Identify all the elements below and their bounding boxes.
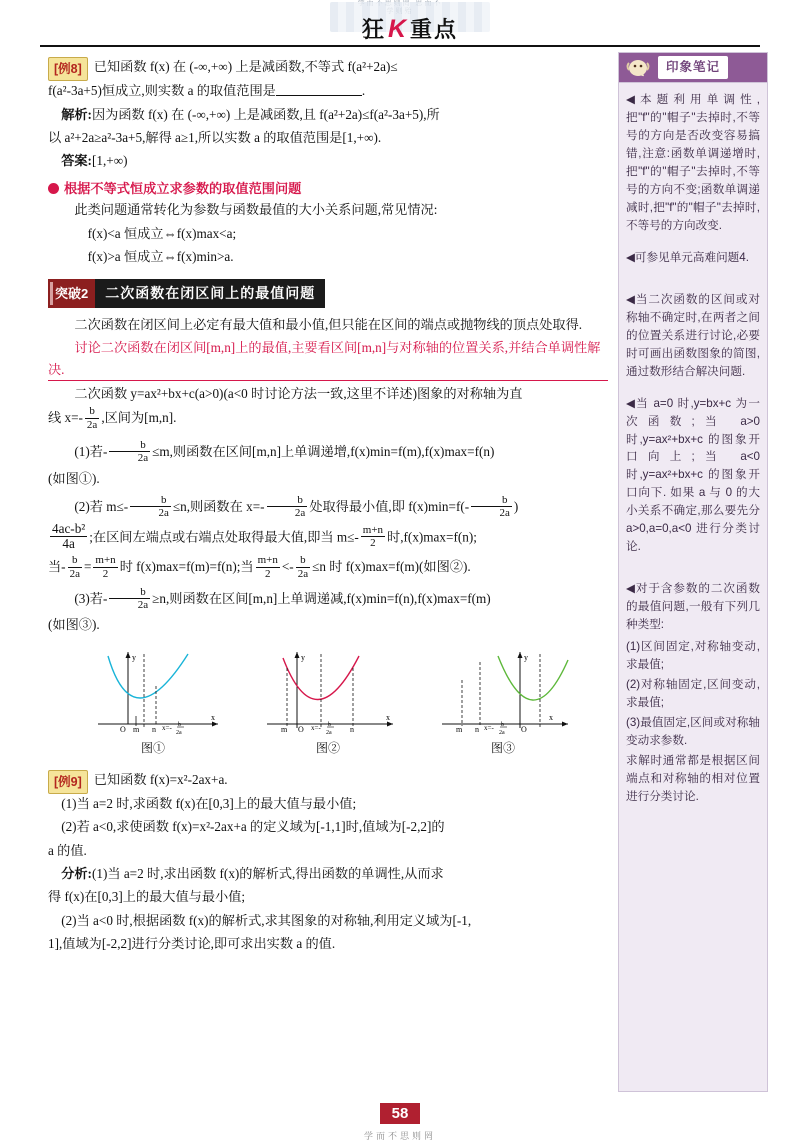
sidebar-note: 求解时通常都是根据区间端点和对称轴的相对位置进行分类讨论. [626, 754, 760, 803]
sidebar-spacer [626, 570, 760, 580]
svg-text:y: y [524, 652, 528, 662]
example-9-analysis [48, 863, 608, 884]
svg-text:x: x [549, 712, 553, 722]
figure-1 [78, 646, 228, 759]
logo-k-char: K [387, 15, 409, 43]
svg-text:b: b [501, 721, 504, 728]
sidebar-title: 印象笔记 [658, 56, 728, 79]
example-8-answer [48, 150, 608, 171]
sidebar-note: ◀当 a=0 时,y=bx+c 为一次函数;当 a>0 时,y=ax²+bx+c 的图象开口向上;当 a<0 时,y=ax²+bx+c 的图象开口向下. 如果 a 与 0 的大小关系不确定,那么要先分 a>0,a=0,a<0 进行分类讨论. [626, 396, 760, 554]
answer-label: 答案: [61, 153, 92, 169]
figure-3 [428, 646, 578, 759]
analysis-line1: 因为函数 f(x) 在 (-∞,+∞) 上是减函数,且 f(a²+2a)≤f(a²-3a+5),所 [91, 106, 440, 122]
example-9-analysis-a1b: 得 f(x)在[0,3]上的最大值与最小值; [48, 889, 246, 905]
figure-2-caption: 图② [315, 741, 340, 756]
svg-text:n: n [350, 724, 354, 734]
case-2-cont2: 当- $\frac{b}{2a}$ = $\frac{m+n}{2}$ 时 f(x)max=f(m)=f(n);当 $\frac{m+n}{2}$ <- $\frac{b}{2a}$ ≤n 时 f(x)max=f(m)(如图②). [48, 554, 471, 580]
breakthrough-number: 突破2 [48, 279, 95, 308]
page-number-value: 58 [380, 1103, 421, 1124]
svg-text:y: y [301, 652, 305, 662]
body-p1: 二次函数在闭区间上必定有最大值和最小值,但只能在区间的端点或抛物线的顶点处取得. [74, 316, 583, 332]
svg-text:n: n [152, 724, 156, 734]
logo-left-char: 狂 [361, 17, 386, 42]
svg-text:b: b [178, 721, 181, 728]
svg-text:x: x [211, 712, 215, 722]
svg-text:x=-: x=- [311, 723, 321, 732]
case-1-cont: (如图①). [48, 470, 100, 486]
elephant-icon [622, 55, 656, 81]
svg-text:y: y [132, 652, 136, 662]
svg-text:O: O [521, 724, 527, 734]
answer-blank [276, 84, 362, 96]
figure-1-graph [78, 646, 228, 736]
brand-logo [330, 2, 490, 46]
example-8-tag: [例8] [48, 57, 88, 81]
example-9-analysis-a2b: 1],值域为[-2,2]进行分类讨论,即可求出实数 a 的值. [48, 936, 336, 952]
sidebar-note: (3)最值固定,区间或对称轴变动求参数. [626, 716, 760, 748]
example-9-tag: [例9] [48, 770, 88, 794]
analysis-line2: 以 a²+2a≥a²-3a+5,解得 a≥1,所以实数 a 的取值范围是[1,+∞). [48, 130, 382, 145]
logo-right-char: 重点 [410, 17, 459, 42]
svg-text:x: x [386, 712, 390, 722]
example-9-analysis-a1: (1)当 a=2 时,求出函数 f(x)的解析式,得出函数的单调性,从而求 [91, 866, 444, 882]
example-8-question [94, 56, 608, 77]
example-9-q2: (2)若 a<0,求使函数 f(x)=x²-2ax+a 的定义域为[-1,1]时,值域为[-2,2]的 [61, 819, 445, 835]
example-8-question-line1: 已知函数 f(x) 在 (-∞,+∞) 上是减函数,不等式 f(a²+2a)≤ [93, 59, 398, 74]
sidebar-note: (1)区间固定,对称轴变动,求最值; [626, 640, 760, 672]
svg-text:2a: 2a [176, 729, 182, 736]
svg-text:m: m [133, 724, 140, 734]
example-9-q2-cont: a 的值. [48, 842, 87, 858]
case-3-cont: (如图③). [48, 617, 100, 633]
figure-3-caption: 图③ [490, 741, 515, 756]
svg-text:m: m [456, 724, 463, 734]
main-content [48, 52, 608, 1092]
breakthrough-title: 二次函数在闭区间上的最值问题 [95, 279, 325, 308]
analysis-label: 解析: [61, 106, 92, 122]
red-subheading-label: 根据不等式恒成立求参数的取值范围问题 [64, 180, 302, 196]
svg-text:2a: 2a [326, 729, 332, 736]
example-9 [48, 769, 608, 793]
svg-text:x=-: x=- [162, 723, 172, 732]
bullet-dot-icon [48, 183, 59, 194]
body-p2: 二次函数 y=ax²+bx+c(a>0)(a<0 时讨论方法一致,这里不详述)图象的对称轴为直 [74, 386, 523, 402]
sidebar-note: ◀当二次函数的区间或对称轴不确定时,在两者之间的位置关系进行讨论,必要时可画出函数图象的简图,通过数形结合解决问题. [626, 292, 760, 378]
body-p1-highlight: 讨论二次函数在闭区间[m,n]上的最值,主要看区间[m,n]与对称轴的位置关系,并结合单调性解决. [48, 337, 608, 381]
sidebar-notes [618, 52, 768, 1092]
case-2: (2)若 m≤- $\frac{b}{2a}$ ≤n,则函数在 x=- $\frac{b}{2a}$ 处取得最小值,即 f(x)min=f(- $\frac{b}{2a}$ ) [74, 494, 519, 520]
red-body-line3: f(x)>a 恒成立⇔f(x)min>a. [87, 248, 234, 264]
red-body-line1: 此类问题通常转化为参数与函数最值的大小关系问题,常见情况: [74, 202, 438, 218]
example-9-q1: (1)当 a=2 时,求函数 f(x)在[0,3]上的最大值与最小值; [61, 795, 357, 811]
example-8-analysis [48, 104, 608, 125]
page-header [0, 0, 800, 48]
example-8-question-line2: f(a²-3a+5)恒成立,则实数 a 的取值范围是 . [48, 83, 366, 99]
example-8 [48, 56, 608, 80]
figure-2 [253, 646, 403, 759]
page-number [0, 1103, 800, 1124]
svg-text:b: b [328, 721, 331, 728]
case-3: (3)若- $\frac{b}{2a}$ ≥n,则函数在区间[m,n]上单调递减,f(x)min=f(n),f(x)max=f(m) [74, 585, 491, 612]
sidebar-body [619, 83, 767, 828]
body-p2-line2: 线 x=- $\frac{b}{2a}$ ,区间为[m,n]. [48, 405, 177, 431]
sidebar-spacer [626, 281, 760, 291]
figure-2-graph [253, 646, 403, 736]
sidebar-note: ◀本题利用单调性,把"f"的"帽子"去掉时,不等号的方向是否改变容易搞错,注意:函数单调递增时,把"f"的"帽子"去掉时,不等号的方向不变;函数单调递减时,把"f"的"帽子"去掉时,不等号的方向改变. [626, 93, 760, 232]
example-9-analysis-label: 分析: [61, 866, 92, 882]
red-subheading [48, 178, 608, 199]
figure-1-caption: 图① [140, 741, 165, 756]
sidebar-note: ◀可参见单元高难问题4. [626, 250, 749, 264]
footer-watermark: 学而不思则罔 [363, 1131, 436, 1141]
svg-text:n: n [475, 724, 479, 734]
svg-text:m: m [281, 724, 288, 734]
sidebar-header [619, 53, 767, 83]
sidebar-note: (2)对称轴固定,区间变动,求最值; [626, 678, 760, 710]
svg-text:2a: 2a [499, 729, 505, 736]
breakthrough-heading [48, 279, 608, 308]
svg-text:O: O [298, 724, 304, 734]
example-9-analysis-a2: (2)当 a<0 时,根据函数 f(x)的解析式,求其图象的对称轴,利用定义域为[-1, [61, 912, 472, 928]
answer-value: [1,+∞) [91, 153, 128, 169]
svg-text:x=-: x=- [484, 723, 494, 732]
logo-text [362, 13, 458, 46]
example-9-stem: 已知函数 f(x)=x²-2ax+a. [93, 771, 228, 787]
case-1: (1)若- $\frac{b}{2a}$ ≤m,则函数在区间[m,n]上单调递增,f(x)min=f(m),f(x)max=f(n) [74, 439, 495, 465]
figure-3-graph [428, 646, 578, 736]
red-body-line2: f(x)<a 恒成立⇔f(x)max<a; [87, 225, 237, 241]
case-2-cont1: $\frac{\text{4ac-b²}}{4a}$ ;在区间左端点或右端点处取得最大值,即当 m≤- $\frac{m+n}{2}$ 时,f(x)max=f(n); [52, 520, 477, 552]
figure-group [78, 646, 578, 759]
svg-text:O: O [120, 724, 126, 734]
sidebar-note: ◀对于含参数的二次函数的最值问题,一般有下列几种类型: [626, 582, 760, 632]
